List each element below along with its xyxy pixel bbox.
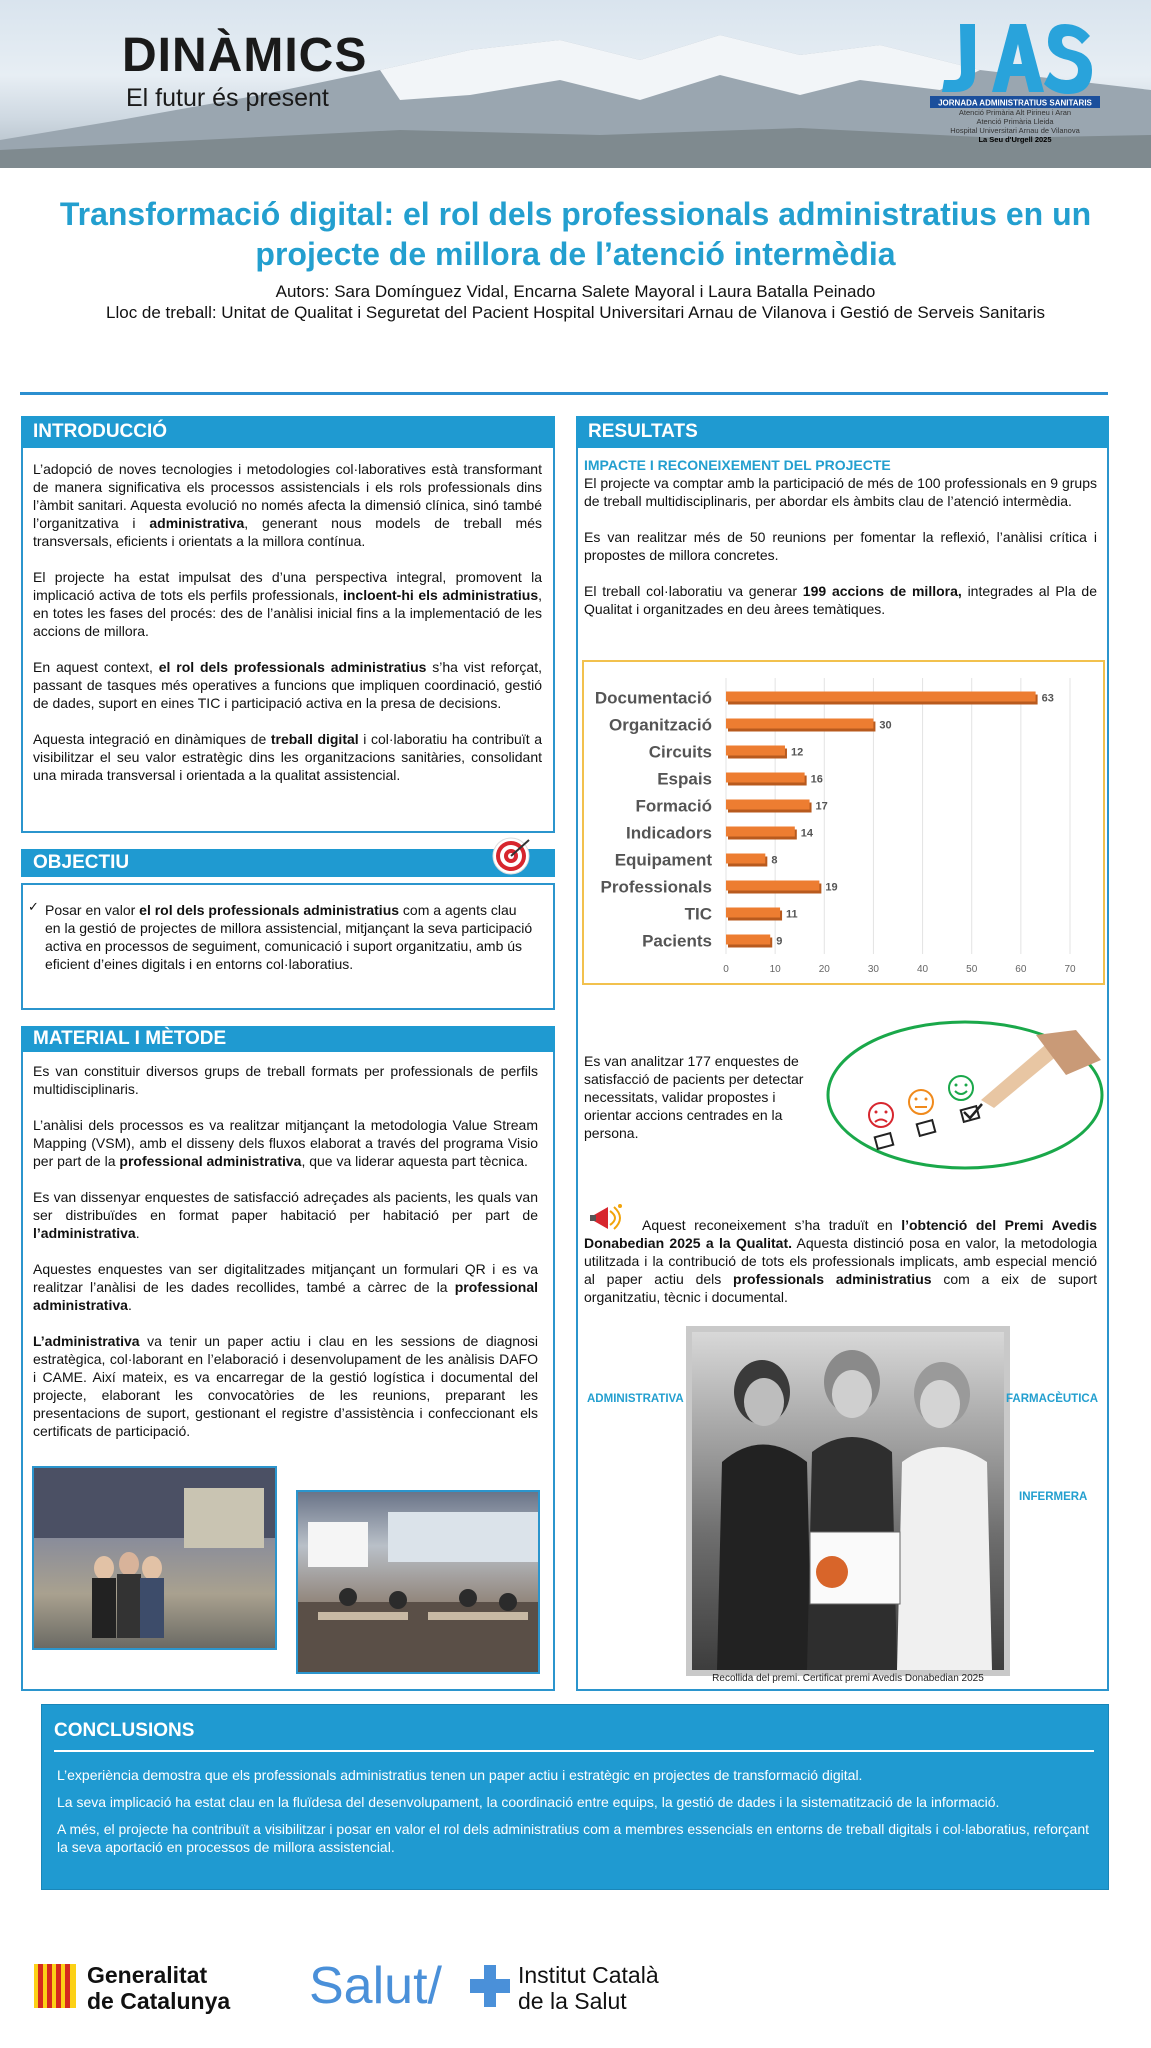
- workplace: Lloc de treball: Unitat de Qualitat i Seguretat del Pacient Hospital Universitari Arnau de Vilanova i Gestió de Serveis Sanitaris: [106, 303, 1045, 322]
- objective-text: Posar en valor el rol dels professionals administratius com a agents clau en la gestió de projectes de millora assistencial, mitjançant la seva participació activa en processos de seguiment, comunicació i suport organitzatiu, amb ús eficient d’eines digitals i en entorns col·laboratius.: [45, 902, 533, 972]
- title-divider: [20, 392, 1108, 395]
- meeting-photo: [296, 1490, 540, 1674]
- brand-title: DINÀMICS: [122, 29, 368, 82]
- category-label: Equipament: [614, 850, 712, 870]
- intro-text: L’adopció de noves tecnologies i metodologies col·laboratives està transformant de manera significativa els processos assistencials i els rols professionals dins l’àmbit sanitari. Aquesta evolució no només afecta la dimensió clínica, sinó també l’organitzativa i administrativa, generant nous models de treball més transversals, eficients i orientats a la millora contínua. El projecte ha estat impulsat des d’una perspectiva integral, promovent la implicació activa de tots els perfils professionals, incloent-hi els administratius, en totes les fases del procés: des de l’anàlisi inicial fins a la implementació de les accions de millora. En aquest context, el rol dels professionals administratius s’ha vist reforçat, passant de tasques més operatives a funcions que impliquen coordinació, gestió de dades, suport en eines TIC i participació activa en la presa de decisions. Aquesta integració en dinàmiques de treball digital i col·laboratiu ha contribuït a visibilitzar el seu valor estratègic dins les organitzacions sanitàries, consolidant una mirada transversal i orientada a la qualitat assistencial.: [33, 461, 542, 783]
- bar: [726, 908, 780, 918]
- bar: [726, 746, 785, 756]
- authors-block: [30, 281, 1121, 323]
- conclusions-divider: [54, 1750, 1094, 1752]
- results-text: El projecte va comptar amb la participació de més de 100 professionals en 9 grups de treball multidisciplinaris, per abordar els àmbits clau de l’atenció intermèdia. Es van realitzar més de 50 reunions per fomentar la reflexió, l’anàlisi crítica i propostes de millora concretes. El treball col·laboratiu va generar 199 accions de millora, integrades al Pla de Qualitat i organitzades en deu àrees temàtiques.: [584, 475, 1097, 617]
- x-tick-label: 0: [723, 964, 729, 975]
- bar: [726, 773, 805, 783]
- bar: [726, 881, 819, 891]
- data-label: 17: [815, 800, 828, 813]
- category-label: Organització: [609, 715, 712, 735]
- results-heading: RESULTATS: [576, 416, 1109, 448]
- category-label: Indicadors: [626, 823, 712, 843]
- data-label: 12: [790, 746, 804, 759]
- category-label: Formació: [635, 796, 712, 816]
- data-label: 11: [786, 908, 798, 921]
- bar: [726, 692, 1036, 702]
- x-tick-label: 50: [966, 964, 978, 975]
- survey-text: Es van analitzar 177 enquestes de satisfacció de pacients per detectar necessitats, validar propostes i orientar accions centrades en la persona.: [584, 1053, 804, 1141]
- role-label-admin: ADMINISTRATIVA: [587, 1393, 684, 1405]
- data-label: 14: [800, 827, 814, 840]
- objective-heading: OBJECTIU: [21, 849, 555, 877]
- ics-cross-icon: [470, 1965, 510, 2007]
- x-tick-label: 60: [1015, 964, 1027, 975]
- category-label: Documentació: [594, 688, 712, 708]
- role-label-nurse: INFERMERA: [1019, 1491, 1088, 1503]
- method-heading: MATERIAL I MÈTODE: [21, 1026, 555, 1052]
- improvement-actions-chart: [584, 662, 1103, 983]
- data-label: 30: [879, 719, 892, 732]
- data-label: 19: [825, 881, 838, 894]
- jas-banner: JORNADA ADMINISTRATIUS SANITARIS: [938, 98, 1092, 108]
- bar: [726, 854, 765, 864]
- check-icon: ✓: [28, 899, 39, 914]
- x-tick-label: 70: [1064, 964, 1076, 975]
- target-icon: [491, 834, 533, 876]
- brand-subtitle: El futur és present: [126, 84, 329, 112]
- data-label: 16: [810, 773, 823, 786]
- conclusions-heading: CONCLUSIONS: [54, 1720, 195, 1741]
- x-tick-label: 40: [917, 964, 929, 975]
- intro-heading: INTRODUCCIÓ: [21, 416, 555, 448]
- team-photo: [32, 1466, 277, 1650]
- generalitat-wordmark: Generalitat de Catalunya: [87, 1962, 231, 2014]
- salut-wordmark: Salut/: [309, 1957, 442, 2015]
- award-text: Aquest reconeixement s’ha traduït en l’obtenció del Premi Avedis Donabedian 2025 a la Qualitat. Aquesta distinció posa en valor, la metodologia utilitzada i la contribució de tots els professionals implicats, amb especial menció al paper actiu dels professionals administratius com a eix de suport organitzatiu, tècnic i documental.: [584, 1217, 1098, 1305]
- header-banner: [0, 0, 1151, 168]
- x-tick-label: 10: [769, 964, 781, 975]
- x-tick-label: 30: [867, 964, 879, 975]
- results-subheading: IMPACTE I RECONEIXEMENT DEL PROJECTE: [584, 457, 891, 473]
- x-tick-label: 20: [818, 964, 830, 975]
- bar: [726, 719, 873, 729]
- category-label: Circuits: [648, 742, 712, 762]
- category-label: Pacients: [642, 931, 712, 951]
- authors: Autors: Sara Domínguez Vidal, Encarna Salete Mayoral i Laura Batalla Peinado: [275, 282, 876, 301]
- bar: [726, 935, 770, 945]
- generalitat-logo-icon: [32, 1962, 78, 2010]
- role-label-pharma: FARMACÈUTICA: [1006, 1393, 1098, 1405]
- category-label: Professionals: [600, 877, 712, 897]
- bar: [726, 827, 795, 837]
- conclusions-text: L’experiència demostra que els professionals administratius tenen un paper actiu i estratègic en projectes de transformació digital. La seva implicació ha estat clau en la fluïdesa del desenvolupament, la coordinació entre equips, la gestió de dades i la sistematització de la informació. A més, el projecte ha contribuït a visibilitzar i posar en valor el rol dels administratius com a membres essencials en entorns de treball digitals i col·laboratius, reforçant la seva aportació en processos de millora assistencial.: [57, 1767, 1089, 1855]
- poster-title: Transformació digital: el rol dels professionals administratius en un projecte de millora de l’atenció intermèdia: [59, 196, 1092, 272]
- data-label: 9: [776, 935, 783, 948]
- ics-wordmark: Institut Català de la Salut: [518, 1962, 659, 2014]
- category-label: TIC: [684, 904, 712, 924]
- survey-illustration: [826, 1020, 1104, 1170]
- team-photo-figures: [34, 1468, 277, 1650]
- award-photo: [686, 1326, 1010, 1676]
- category-label: Espais: [657, 769, 712, 789]
- data-label: 8: [771, 854, 778, 867]
- award-caption: Recollida del premi. Certificat premi Avedis Donabedian 2025: [712, 1673, 984, 1684]
- award-photo-scene: [692, 1332, 1004, 1670]
- data-label: 63: [1041, 692, 1054, 705]
- meeting-photo-scene: [298, 1492, 540, 1674]
- bar: [726, 800, 810, 810]
- method-text: Es van constituir diversos grups de treball formats per professionals de perfils multidisciplinaris. L’anàlisi dels processos es va realitzar mitjançant la metodologia Value Stream Mapping (VSM), amb el disseny dels fluxos elaborat a través del programa Visio per part de la professional administrativa, que va liderar aquesta part tècnica. Es van dissenyar enquestes de satisfacció adreçades als pacients, les quals van ser distribuïdes en format paper habitació per habitació per part de l’administrativa. Aquestes enquestes van ser digitalitzades mitjançant un formulari QR i es va realitzar l’anàlisi de les dades recollides, també a càrrec de la professional administrativa. L’administrativa va tenir un paper actiu i clau en les sessions de diagnosi estratègica, col·laborant en l’elaboració i desenvolupament de les anàlisis DAFO i CAME. Així mateix, es va encarregar de la gestió logística i documental del projecte, elaborant les convocatòries de les reunions, preparant les presentacions de suport, gestionant el registre d’assistència i confeccionant els certificats de participació.: [33, 1063, 538, 1439]
- jas-organizers: Atenció Primària Alt Pirineu i Aran Atenció Primària Lleida Hospital Universitari Arnau de Vilanova La Seu d'Urgell 2025: [950, 108, 1080, 144]
